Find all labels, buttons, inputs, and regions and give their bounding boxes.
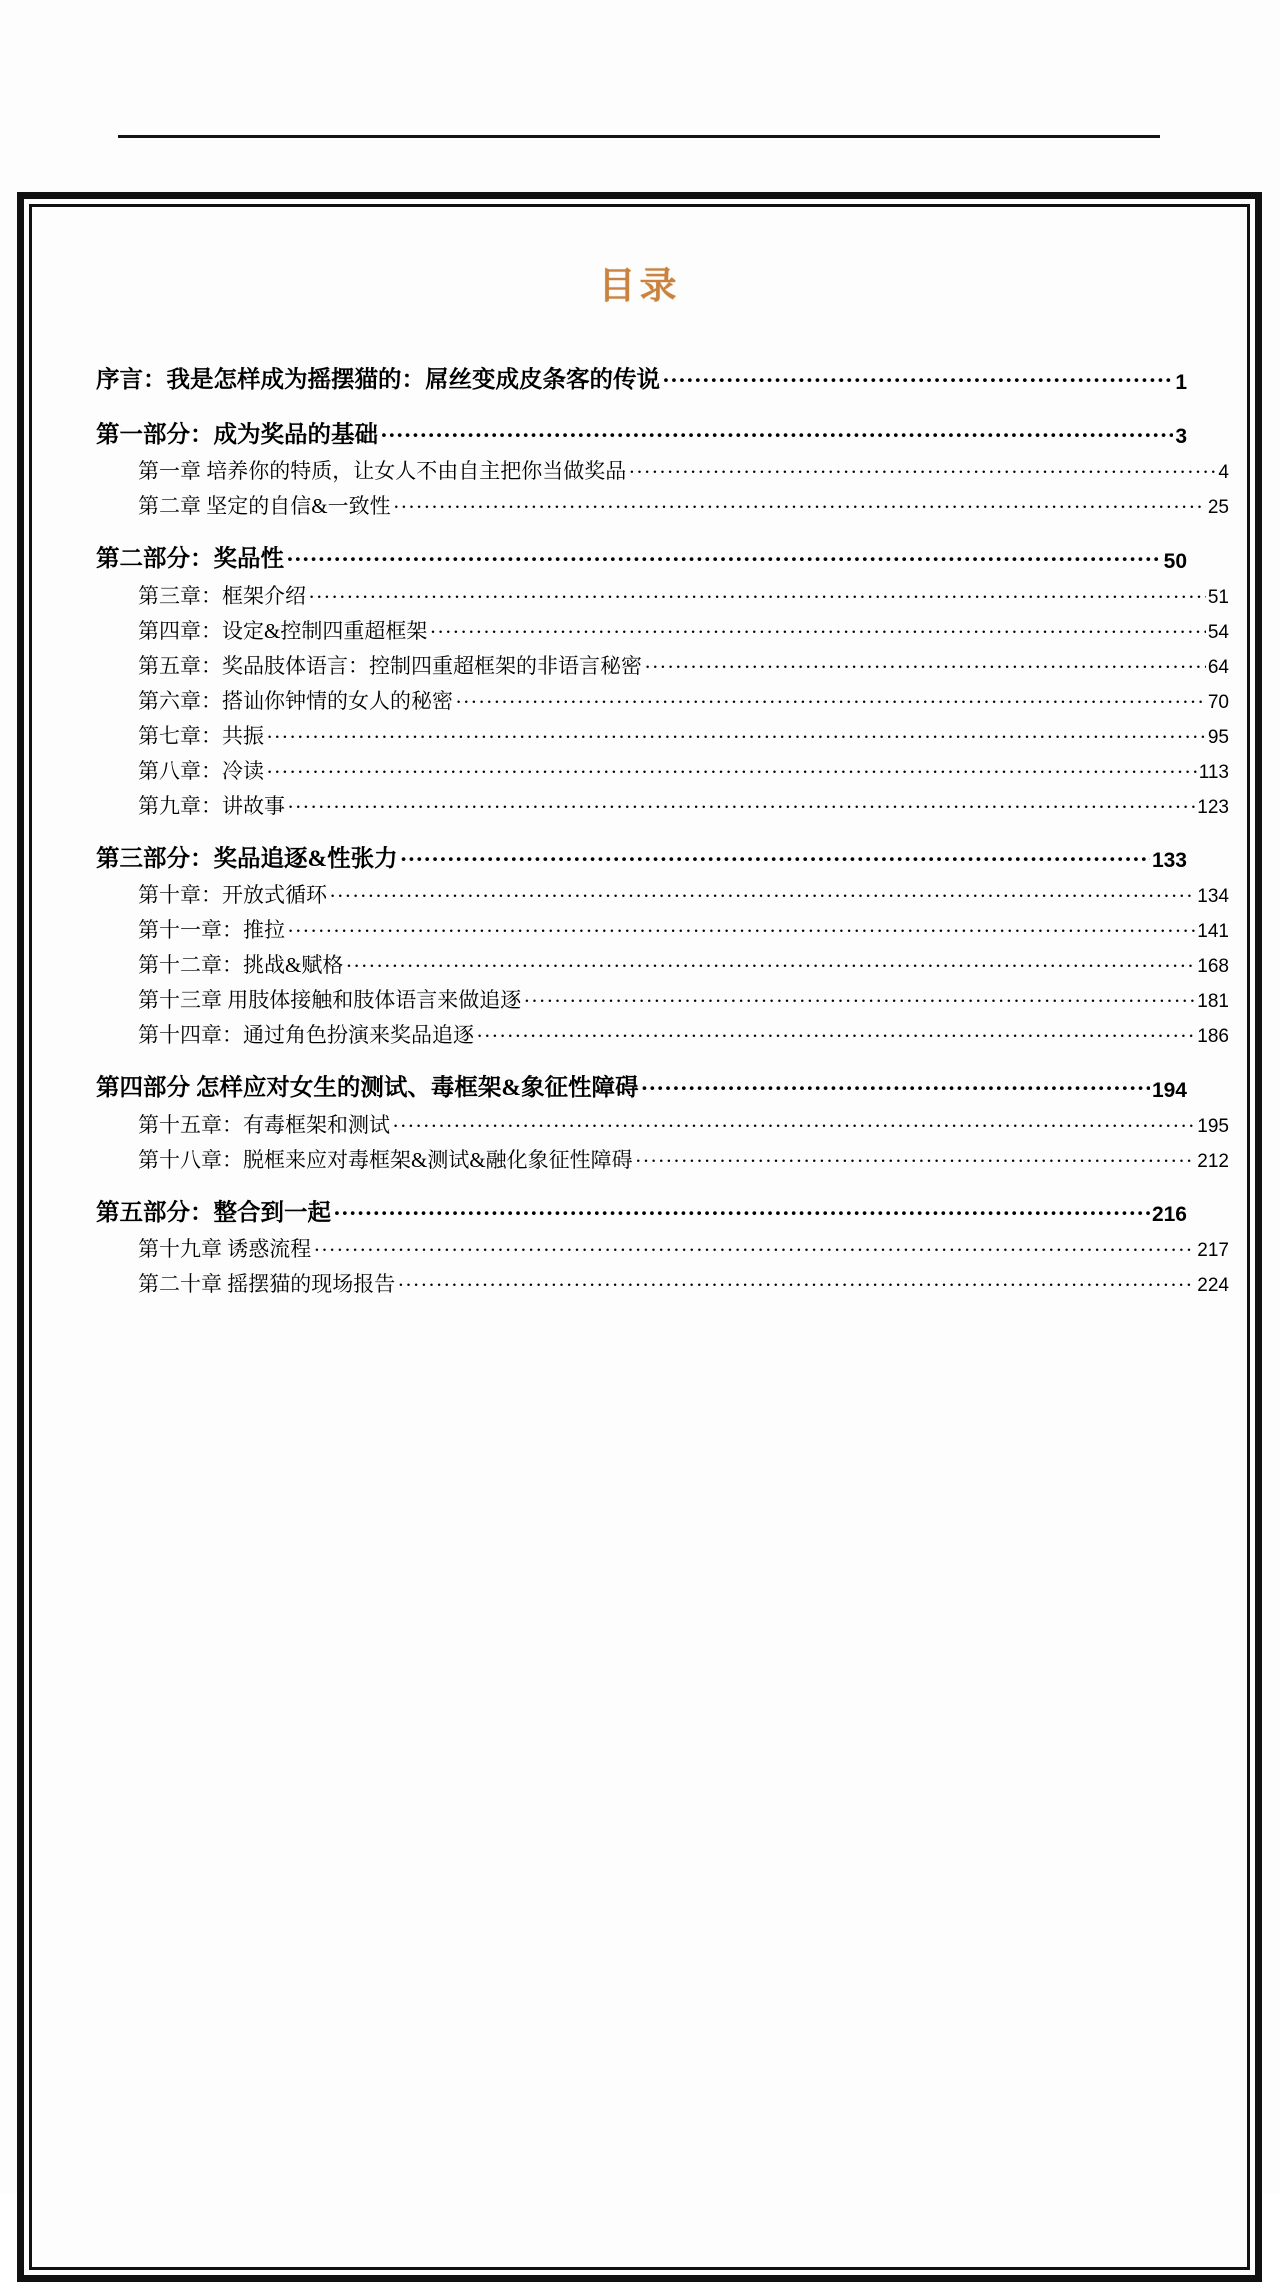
toc-entry-page-number: 133 xyxy=(1151,849,1187,872)
toc-entry-chapter[interactable] xyxy=(94,491,1229,517)
toc-entry-title: 第六章：搭讪你钟情的女人的秘密 xyxy=(138,688,453,713)
toc-entry-page-number: 141 xyxy=(1197,921,1229,942)
toc-entry-page-number: 217 xyxy=(1197,1240,1229,1261)
toc-entry-title: 第七章：共振 xyxy=(138,723,264,748)
toc-entry-title: 第二十章 摇摆猫的现场报告 xyxy=(138,1272,396,1296)
toc-entry-title: 第十五章：有毒框架和测试 xyxy=(138,1112,390,1137)
toc-dot-leader xyxy=(394,491,1206,512)
toc-entry-title: 第十一章：推拉 xyxy=(138,918,285,942)
toc-entry-page-number: 95 xyxy=(1207,726,1229,748)
toc-dot-leader xyxy=(663,364,1173,388)
toc-entry-page-number: 194 xyxy=(1151,1078,1187,1102)
toc-entry-part[interactable] xyxy=(94,543,1187,572)
toc-entry-chapter[interactable] xyxy=(94,1020,1229,1046)
toc-entry-page-number: 212 xyxy=(1197,1150,1229,1172)
page-title: 目录 xyxy=(598,265,681,306)
toc-entry-chapter[interactable] xyxy=(94,950,1229,976)
toc-entry-page-number: 113 xyxy=(1198,761,1229,783)
top-divider-rule xyxy=(118,135,1160,138)
toc-entry-page-number: 25 xyxy=(1207,497,1229,518)
toc-entry-chapter[interactable] xyxy=(94,456,1229,482)
toc-entry-chapter[interactable] xyxy=(94,791,1229,817)
toc-dot-leader xyxy=(334,1197,1150,1221)
toc-entry-chapter[interactable] xyxy=(94,880,1229,906)
toc-entry-page-number: 224 xyxy=(1197,1275,1229,1296)
toc-entry-page-number: 54 xyxy=(1207,621,1229,643)
toc-entry-page-number: 64 xyxy=(1207,656,1229,678)
toc-entry-chapter[interactable] xyxy=(94,721,1229,747)
toc-entry-page-number: 4 xyxy=(1218,462,1229,483)
toc-entry-title: 第五章：奖品肢体语言：控制四重超框架的非语言秘密 xyxy=(138,653,642,678)
toc-entry-preface[interactable] xyxy=(94,364,1187,393)
toc-entry-title: 第四部分 怎样应对女生的测试、毒框架&象征性障碍 xyxy=(96,1075,639,1101)
toc-entry-chapter[interactable] xyxy=(94,1110,1229,1136)
toc-entry-title: 第十九章 诱惑流程 xyxy=(138,1237,312,1261)
toc-entry-chapter[interactable] xyxy=(94,651,1229,677)
toc-entry-part[interactable] xyxy=(94,843,1187,872)
toc-entry-page-number: 134 xyxy=(1197,886,1229,907)
toc-entry-page-number: 1 xyxy=(1175,370,1187,394)
toc-entry-chapter[interactable] xyxy=(94,616,1229,642)
toc-dot-leader xyxy=(477,1020,1195,1041)
toc-entry-title: 序言：我是怎样成为摇摆猫的：屌丝变成皮条客的传说 xyxy=(96,367,660,393)
toc-entry-title: 第十三章 用肢体接触和肢体语言来做追逐 xyxy=(138,988,522,1012)
toc-entry-chapter[interactable] xyxy=(94,686,1229,712)
toc-dot-leader xyxy=(314,1234,1195,1255)
toc-dot-leader xyxy=(267,756,1197,777)
toc-entry-page-number: 3 xyxy=(1175,425,1187,448)
toc-dot-leader xyxy=(456,686,1206,707)
toc-dot-leader xyxy=(430,616,1206,637)
toc-entry-chapter[interactable] xyxy=(94,756,1229,782)
toc-entry-title: 第二章 坚定的自信&一致性 xyxy=(138,494,391,518)
toc-entry-title: 第四章：设定&控制四重超框架 xyxy=(138,618,428,643)
toc-dot-leader xyxy=(287,543,1162,567)
toc-entry-title: 第一部分：成为奖品的基础 xyxy=(96,421,378,448)
toc-entry-page-number: 50 xyxy=(1163,549,1187,573)
toc-dot-leader xyxy=(645,651,1206,672)
toc-entry-title: 第一章 培养你的特质，让女人不由自主把你当做奖品 xyxy=(138,459,627,483)
toc-dot-leader xyxy=(288,791,1195,812)
toc-list xyxy=(94,309,1229,1296)
toc-entry-title: 第三章：框架介绍 xyxy=(138,583,306,608)
toc-entry-chapter[interactable] xyxy=(94,1145,1229,1171)
toc-dot-leader xyxy=(629,456,1216,477)
toc-entry-page-number: 186 xyxy=(1197,1026,1229,1047)
toc-dot-leader xyxy=(393,1110,1195,1131)
toc-entry-page-number: 181 xyxy=(1197,991,1229,1012)
toc-dot-leader xyxy=(401,843,1150,867)
toc-entry-chapter[interactable] xyxy=(94,1269,1229,1295)
toc-entry-page-number: 216 xyxy=(1151,1203,1187,1226)
toc-dot-leader xyxy=(346,950,1195,971)
toc-entry-page-number: 168 xyxy=(1197,956,1229,977)
toc-entry-title: 第十章：开放式循环 xyxy=(138,883,327,907)
toc-dot-leader xyxy=(641,1072,1150,1096)
toc-dot-leader xyxy=(267,721,1206,742)
toc-entry-title: 第十四章：通过角色扮演来奖品追逐 xyxy=(138,1023,474,1047)
toc-dot-leader xyxy=(636,1145,1196,1166)
toc-entry-part[interactable] xyxy=(94,419,1187,448)
toc-entry-part[interactable] xyxy=(94,1072,1187,1101)
toc-entry-title: 第三部分：奖品追逐&性张力 xyxy=(96,845,398,872)
toc-entry-title: 第八章：冷读 xyxy=(138,758,264,783)
toc-dot-leader xyxy=(330,880,1195,901)
toc-entry-title: 第十八章：脱框来应对毒框架&测试&融化象征性障碍 xyxy=(138,1147,633,1172)
toc-entry-page-number: 123 xyxy=(1197,796,1229,818)
toc-entry-page-number: 195 xyxy=(1197,1115,1229,1137)
toc-dot-leader xyxy=(524,985,1195,1006)
toc-dot-leader xyxy=(398,1269,1195,1290)
page-border-frame xyxy=(17,192,1262,2282)
toc-entry-title: 第二部分：奖品性 xyxy=(96,546,284,572)
toc-entry-chapter[interactable] xyxy=(94,581,1229,607)
toc-entry-title: 第五部分：整合到一起 xyxy=(96,1199,331,1226)
toc-entry-page-number: 51 xyxy=(1207,586,1229,608)
toc-entry-page-number: 70 xyxy=(1207,691,1229,713)
toc-dot-leader xyxy=(381,419,1173,443)
toc-dot-leader xyxy=(288,915,1195,936)
toc-page xyxy=(24,199,1255,2275)
toc-dot-leader xyxy=(309,581,1206,602)
toc-entry-chapter[interactable] xyxy=(94,915,1229,941)
toc-entry-title: 第九章：讲故事 xyxy=(138,793,285,818)
toc-entry-chapter[interactable] xyxy=(94,1234,1229,1260)
toc-entry-chapter[interactable] xyxy=(94,985,1229,1011)
toc-entry-title: 第十二章：挑战&赋格 xyxy=(138,953,344,977)
toc-entry-part[interactable] xyxy=(94,1197,1187,1226)
